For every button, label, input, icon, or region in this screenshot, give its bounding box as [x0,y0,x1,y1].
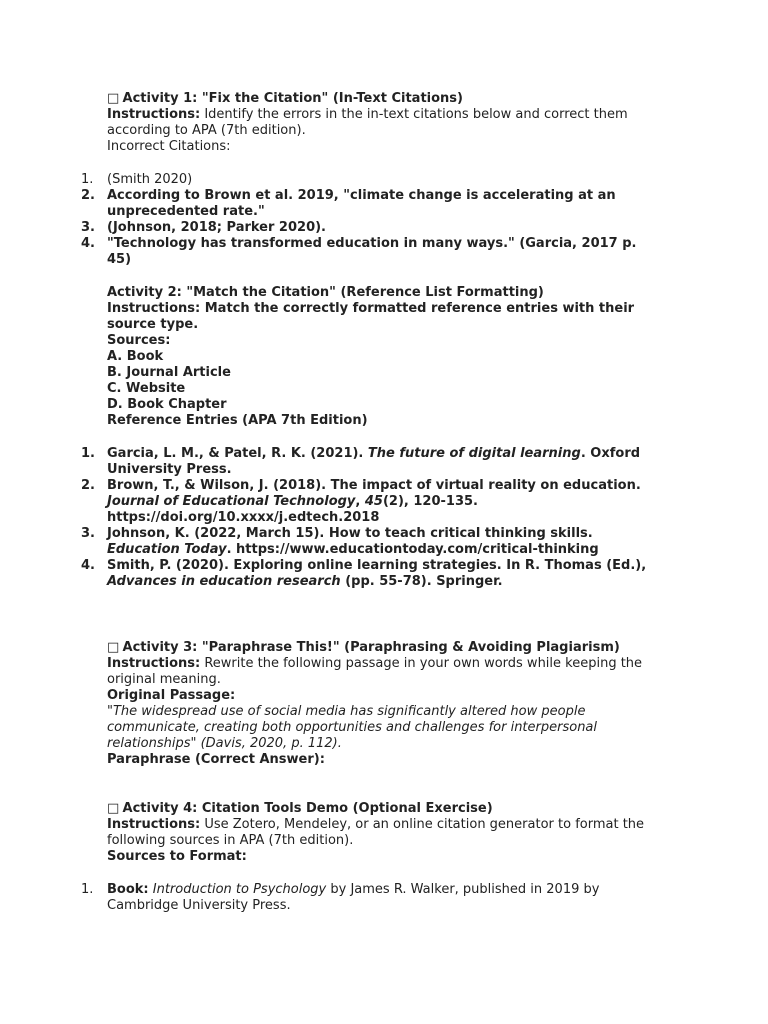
checkbox-icon: □ [107,91,120,106]
instructions-label: Instructions: [107,107,201,122]
source-item: C. Website [107,381,186,396]
activity-1-section [81,91,655,268]
list-item: 2. According to Brown et al. 2019, "climate change is accelerating at an unprecedented rate." [81,188,616,219]
original-passage: "The widespread use of social media has significantly altered how people communicate, creating both opportunities and challenges for interpersonal relationships" (Davis, 2020, p. 112). [107,704,598,751]
activity-3-heading [107,640,655,656]
list-item: 1. Book: Introduction to Psychology by James R. Walker, published in 2019 by Cambridge University Press. [81,882,600,913]
list-item: 3. (Johnson, 2018; Parker 2020). [81,220,326,235]
document-content [81,91,655,914]
activity-3-instructions: Instructions: Rewrite the following passage in your own words while keeping the original meaning. [107,656,643,687]
activity-4-section [81,801,655,914]
original-passage-label: Original Passage: [107,688,236,703]
incorrect-citations-label: Incorrect Citations: [107,139,231,154]
source-item: A. Book [107,349,164,364]
activity-4-instructions: Instructions: Use Zotero, Mendeley, or an online citation generator to format the following sources in APA (7th edition). [107,817,645,848]
sources-to-format-label: Sources to Format: [107,849,247,864]
activity-1-title: Activity 1: "Fix the Citation" (In-Text Citations) [122,91,463,106]
sources-to-format-list [81,882,655,914]
source-item: B. Journal Article [107,365,231,380]
activity-3-section [107,640,655,768]
checkbox-icon: □ [107,801,120,816]
incorrect-citations-list [81,172,655,268]
activity-4-title: Activity 4: Citation Tools Demo (Optional Exercise) [122,801,493,816]
activity-4-heading [107,801,655,817]
list-item: 3. Johnson, K. (2022, March 15). How to teach critical thinking skills. Education Today. https://www.educationtoday.com/critical-thinking [81,526,599,557]
checkbox-icon: □ [107,640,120,655]
activity-3-title: Activity 3: "Paraphrase This!" (Paraphrasing & Avoiding Plagiarism) [122,640,620,655]
activity-2-instructions: Instructions: Match the correctly formatted reference entries with their source type. [107,301,635,332]
list-item: 4. Smith, P. (2020). Exploring online learning strategies. In R. Thomas (Ed.), Advances in education research (pp. 55-78). Springer. [81,558,647,589]
list-item: 2. Brown, T., & Wilson, J. (2018). The impact of virtual reality on education. Journal of Educational Technology, 45(2), 120-135. https://doi.org/10.xxxx/j.edtech.2018 [81,478,641,525]
activity-1-instructions [107,107,655,139]
reference-entries-label: Reference Entries (APA 7th Edition) [107,413,368,428]
activity-2-title: Activity 2: "Match the Citation" (Reference List Formatting) [107,285,544,300]
list-item: 1. (Smith 2020) [81,172,193,187]
sources-label: Sources: [107,333,171,348]
instructions-text: Identify the errors in the in-text citations below and correct them according to APA (7th edition). [107,107,628,138]
list-item: 4. "Technology has transformed education in many ways." (Garcia, 2017 p. 45) [81,236,637,267]
paraphrase-label: Paraphrase (Correct Answer): [107,752,325,767]
activity-2-section [81,285,655,590]
activity-1-heading [107,91,655,107]
source-item: D. Book Chapter [107,397,227,412]
list-item: 1. Garcia, L. M., & Patel, R. K. (2021). The future of digital learning. Oxford University Press. [81,446,641,477]
reference-entries-list [81,446,655,590]
